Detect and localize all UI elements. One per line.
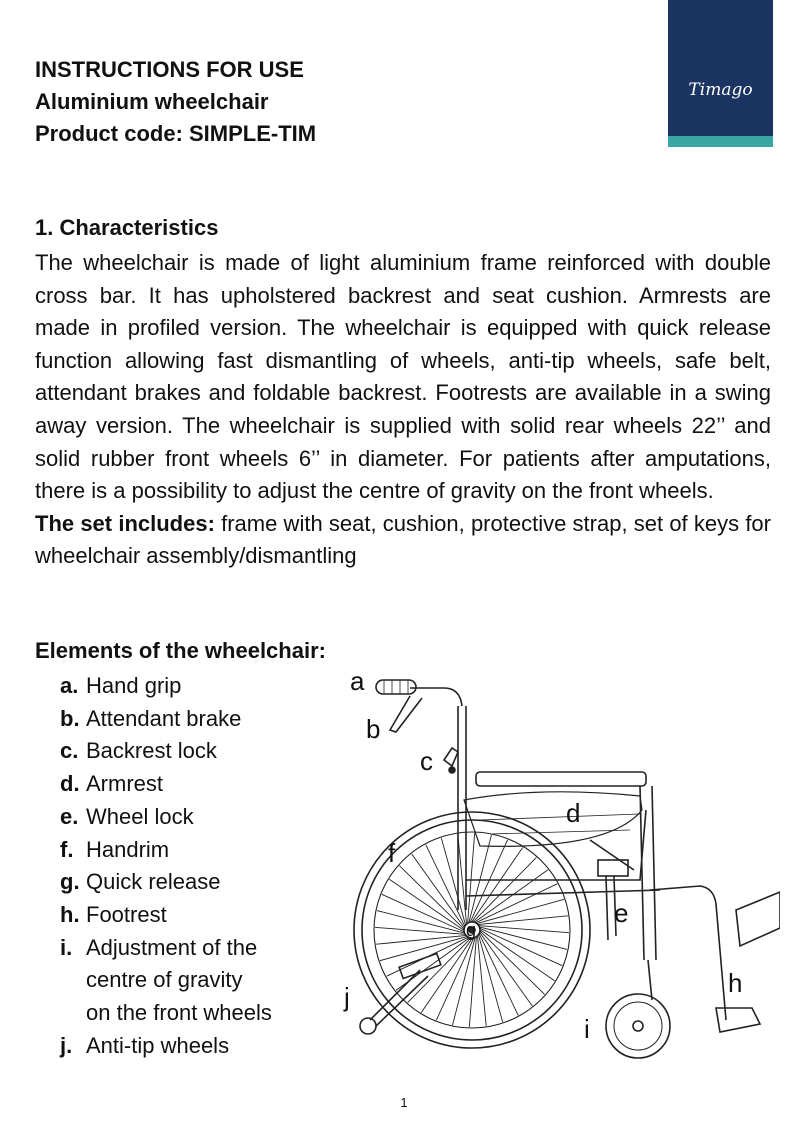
diagram-label-e: e (614, 898, 629, 928)
diagram-label-d: d (566, 798, 581, 828)
list-item-letter: c. (60, 738, 79, 764)
header-title: INSTRUCTIONS FOR USE (35, 57, 304, 82)
list-item (60, 801, 272, 834)
characteristics-body (35, 247, 771, 573)
list-item-text: Attendant brake (86, 705, 242, 731)
wheel-spoke (469, 934, 476, 1027)
footrest (650, 886, 780, 1032)
brand-logo-stripe (668, 136, 773, 147)
list-item (60, 932, 272, 1030)
backrest-lock (444, 748, 458, 766)
diagram-label-j: j (344, 982, 350, 1012)
list-item-letter: f. (60, 836, 74, 862)
list-item-text: Adjustment of the centre of gravity on the front wheels (86, 934, 272, 1026)
list-item (60, 1030, 272, 1063)
wheel-spoke (375, 927, 468, 934)
wheel-spoke (478, 929, 545, 994)
attendant-brake (390, 696, 422, 732)
wheel-spoke (472, 870, 548, 924)
set-includes-paragraph (35, 508, 771, 573)
elements-list (60, 670, 272, 1062)
backrest-frame (376, 680, 466, 910)
wheel-spoke (399, 866, 466, 931)
list-item (60, 703, 272, 736)
wheel-spoke (471, 857, 536, 924)
wheel-spoke (477, 926, 567, 949)
wheel-spoke (453, 935, 476, 1025)
list-item-letter: h. (60, 901, 80, 927)
list-item-letter: d. (60, 771, 80, 797)
diagram-label-h: h (728, 968, 743, 998)
wheel-spoke (478, 930, 532, 1006)
hand-grip (376, 680, 416, 694)
list-item-letter: i. (60, 934, 73, 960)
list-item (60, 866, 272, 899)
page-number: 1 (400, 1095, 408, 1110)
list-item-text: Backrest lock (86, 738, 217, 764)
header-product-name: Aluminium wheelchair (35, 89, 269, 114)
list-item-letter: j. (60, 1032, 73, 1058)
diagram-label-a: a (350, 666, 365, 696)
front-caster-wheel (606, 960, 670, 1058)
wheel-spoke (476, 925, 569, 932)
list-item (60, 834, 272, 867)
set-includes-label: The set includes: (35, 510, 215, 536)
brand-logo-text: Timago (688, 80, 753, 100)
list-item-letter: g. (60, 869, 80, 895)
list-item-text: Armrest (86, 771, 163, 797)
wheel-spoke (408, 936, 473, 1003)
list-item-text: Quick release (86, 869, 221, 895)
elements-title: Elements of the wheelchair: (35, 638, 326, 663)
wheelchair-diagram (340, 660, 780, 1060)
list-item-text: Anti-tip wheels (86, 1032, 230, 1058)
diagram-label-g: g (466, 920, 477, 940)
brand-logo (668, 0, 773, 136)
list-item-text: Hand grip (86, 673, 182, 698)
list-item (60, 735, 272, 768)
document-header (35, 54, 316, 150)
list-item-letter: e. (60, 803, 79, 829)
list-item-text: Wheel lock (86, 803, 194, 829)
characteristics-title: 1. Characteristics (35, 215, 219, 240)
list-item (60, 768, 272, 801)
list-item (60, 670, 272, 703)
diagram-label-f: f (388, 838, 396, 868)
characteristics-paragraph: The wheelchair is made of light aluminium frame reinforced with double cross bar. It has upholstered backrest and seat cushion. Armrests are made in profiled version. The wheelchair is equipped with quick release function allowing fast dismantling of wheels, anti-tip wheels, safe belt, attendant brakes and foldable backrest. Footrests are available in a swing away version. The wheelchair is supplied with solid rear wheels 22’’ and solid rubber front wheels 6’’ in diameter. For patients after amputations, there is a possibility to adjust the centre of gravity on the front wheels. (35, 250, 771, 504)
list-item-letter: a. (60, 673, 79, 698)
list-item (60, 899, 272, 932)
header-product-code: Product code: SIMPLE-TIM (35, 121, 317, 146)
list-item-letter: b. (60, 705, 80, 731)
list-item-text: Footrest (86, 901, 167, 927)
diagram-label-i: i (584, 1014, 590, 1044)
wheel-spoke (377, 911, 467, 934)
side-frame (466, 786, 660, 960)
set-includes-text: frame with seat, cushion, protective strap, set of keys for wheelchair assembly/dismantling (35, 510, 771, 569)
diagram-label-c: c (420, 746, 433, 776)
diagram-label-b: b (366, 714, 381, 744)
list-item-text: Handrim (86, 836, 170, 862)
